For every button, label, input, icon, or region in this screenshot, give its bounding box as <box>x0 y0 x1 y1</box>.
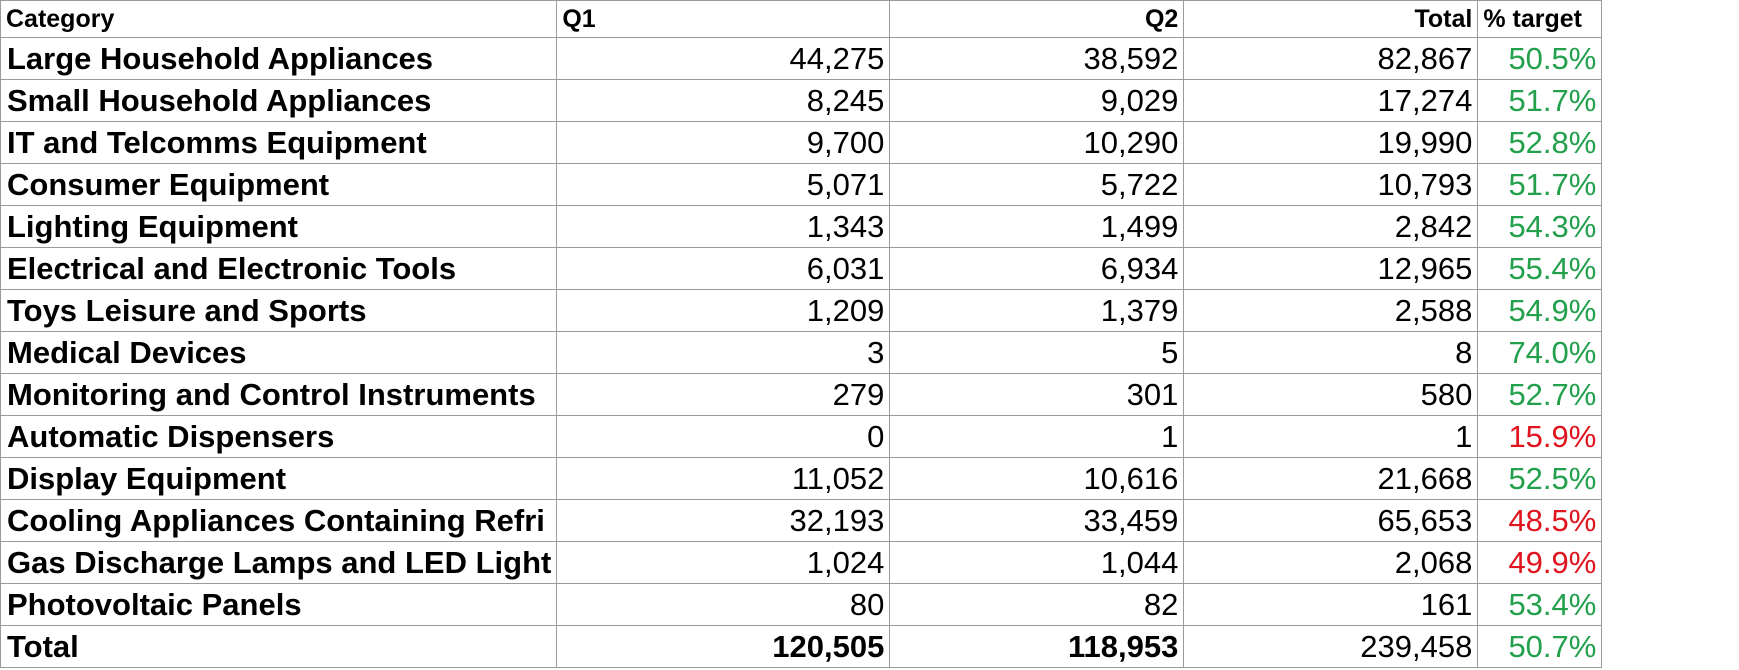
q2-cell[interactable]: 38,592 <box>890 38 1184 80</box>
q1-cell[interactable]: 32,193 <box>557 500 890 542</box>
percent-target-cell[interactable]: 54.9% <box>1478 290 1602 332</box>
percent-target-cell[interactable]: 55.4% <box>1478 248 1602 290</box>
table-row <box>1 584 1602 626</box>
percent-target-cell[interactable]: 15.9% <box>1478 416 1602 458</box>
category-cell[interactable]: Automatic Dispensers <box>1 416 557 458</box>
total-cell[interactable]: 82,867 <box>1184 38 1478 80</box>
q2-cell[interactable]: 10,616 <box>890 458 1184 500</box>
q1-cell[interactable]: 0 <box>557 416 890 458</box>
q2-cell[interactable]: 5 <box>890 332 1184 374</box>
q1-cell[interactable]: 5,071 <box>557 164 890 206</box>
total-cell[interactable]: 65,653 <box>1184 500 1478 542</box>
table-row <box>1 290 1602 332</box>
q1-cell[interactable]: 120,505 <box>557 626 890 668</box>
table-body <box>1 38 1602 668</box>
q2-cell[interactable]: 33,459 <box>890 500 1184 542</box>
total-cell[interactable]: 580 <box>1184 374 1478 416</box>
table-row <box>1 500 1602 542</box>
percent-target-cell[interactable]: 50.7% <box>1478 626 1602 668</box>
table-row <box>1 38 1602 80</box>
table-row <box>1 458 1602 500</box>
total-cell[interactable]: 12,965 <box>1184 248 1478 290</box>
total-cell[interactable]: 161 <box>1184 584 1478 626</box>
table-header-row <box>1 1 1602 38</box>
category-cell[interactable]: Consumer Equipment <box>1 164 557 206</box>
percent-target-cell[interactable]: 52.8% <box>1478 122 1602 164</box>
q1-cell[interactable]: 80 <box>557 584 890 626</box>
header-q2[interactable]: Q2 <box>890 1 1184 38</box>
percent-target-cell[interactable]: 52.5% <box>1478 458 1602 500</box>
table-row <box>1 416 1602 458</box>
table-row <box>1 248 1602 290</box>
q2-cell[interactable]: 5,722 <box>890 164 1184 206</box>
category-cell[interactable]: Lighting Equipment <box>1 206 557 248</box>
q1-cell[interactable]: 1,024 <box>557 542 890 584</box>
category-cell[interactable]: Toys Leisure and Sports <box>1 290 557 332</box>
table-row <box>1 122 1602 164</box>
total-cell[interactable]: 2,068 <box>1184 542 1478 584</box>
q2-cell[interactable]: 6,934 <box>890 248 1184 290</box>
q2-cell[interactable]: 1,379 <box>890 290 1184 332</box>
q1-cell[interactable]: 3 <box>557 332 890 374</box>
total-cell[interactable]: 19,990 <box>1184 122 1478 164</box>
total-label-cell[interactable]: Total <box>1 626 557 668</box>
table-row <box>1 374 1602 416</box>
category-cell[interactable]: Photovoltaic Panels <box>1 584 557 626</box>
category-cell[interactable]: Cooling Appliances Containing Refri <box>1 500 557 542</box>
table-row <box>1 164 1602 206</box>
percent-target-cell[interactable]: 48.5% <box>1478 500 1602 542</box>
table-row <box>1 542 1602 584</box>
category-cell[interactable]: Medical Devices <box>1 332 557 374</box>
header-total[interactable]: Total <box>1184 1 1478 38</box>
percent-target-cell[interactable]: 50.5% <box>1478 38 1602 80</box>
category-cell[interactable]: Display Equipment <box>1 458 557 500</box>
table-row <box>1 80 1602 122</box>
category-cell[interactable]: IT and Telcomms Equipment <box>1 122 557 164</box>
q2-cell[interactable]: 301 <box>890 374 1184 416</box>
q2-cell[interactable]: 10,290 <box>890 122 1184 164</box>
q2-cell[interactable]: 82 <box>890 584 1184 626</box>
percent-target-cell[interactable]: 74.0% <box>1478 332 1602 374</box>
q2-cell[interactable]: 1,044 <box>890 542 1184 584</box>
table-row <box>1 206 1602 248</box>
category-cell[interactable]: Gas Discharge Lamps and LED Light <box>1 542 557 584</box>
total-cell[interactable]: 21,668 <box>1184 458 1478 500</box>
q1-cell[interactable]: 1,343 <box>557 206 890 248</box>
q1-cell[interactable]: 1,209 <box>557 290 890 332</box>
q2-cell[interactable]: 118,953 <box>890 626 1184 668</box>
percent-target-cell[interactable]: 51.7% <box>1478 164 1602 206</box>
percent-target-cell[interactable]: 51.7% <box>1478 80 1602 122</box>
category-cell[interactable]: Large Household Appliances <box>1 38 557 80</box>
q2-cell[interactable]: 9,029 <box>890 80 1184 122</box>
header-percent-target[interactable]: % target <box>1478 1 1602 38</box>
total-cell[interactable]: 10,793 <box>1184 164 1478 206</box>
q2-cell[interactable]: 1,499 <box>890 206 1184 248</box>
percent-target-cell[interactable]: 53.4% <box>1478 584 1602 626</box>
percent-target-cell[interactable]: 49.9% <box>1478 542 1602 584</box>
percent-target-cell[interactable]: 52.7% <box>1478 374 1602 416</box>
category-cell[interactable]: Electrical and Electronic Tools <box>1 248 557 290</box>
q1-cell[interactable]: 8,245 <box>557 80 890 122</box>
total-cell[interactable]: 17,274 <box>1184 80 1478 122</box>
total-cell[interactable]: 8 <box>1184 332 1478 374</box>
total-cell[interactable]: 239,458 <box>1184 626 1478 668</box>
percent-target-cell[interactable]: 54.3% <box>1478 206 1602 248</box>
header-q1[interactable]: Q1 <box>557 1 890 38</box>
q1-cell[interactable]: 279 <box>557 374 890 416</box>
total-cell[interactable]: 1 <box>1184 416 1478 458</box>
q1-cell[interactable]: 44,275 <box>557 38 890 80</box>
q1-cell[interactable]: 6,031 <box>557 248 890 290</box>
table-row <box>1 332 1602 374</box>
table-total-row <box>1 626 1602 668</box>
total-cell[interactable]: 2,588 <box>1184 290 1478 332</box>
total-cell[interactable]: 2,842 <box>1184 206 1478 248</box>
q1-cell[interactable]: 9,700 <box>557 122 890 164</box>
q2-cell[interactable]: 1 <box>890 416 1184 458</box>
q1-cell[interactable]: 11,052 <box>557 458 890 500</box>
category-cell[interactable]: Small Household Appliances <box>1 80 557 122</box>
header-category[interactable]: Category <box>1 1 557 38</box>
category-cell[interactable]: Monitoring and Control Instruments <box>1 374 557 416</box>
